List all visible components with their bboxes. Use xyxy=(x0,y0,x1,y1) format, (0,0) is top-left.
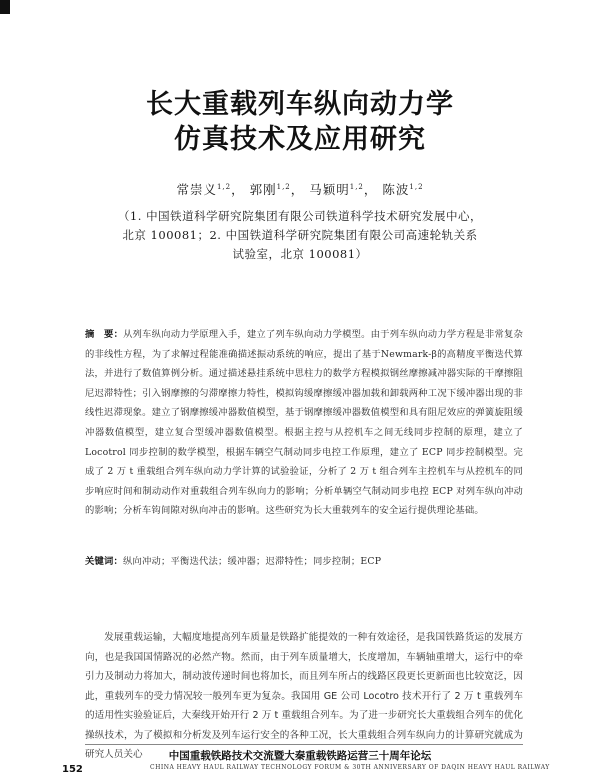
author-affil-mark: 1,2 xyxy=(409,182,424,191)
keywords-label: 关键词： xyxy=(85,556,123,567)
footer-conference-title: 中国重载铁路技术交流暨大秦重载铁路运营三十周年论坛 xyxy=(168,750,432,762)
author-name: 马颖明 xyxy=(309,182,350,197)
keywords xyxy=(85,553,523,567)
abstract-text: 从列车纵向动力学原理入手，建立了列车纵向动力学模型。由于列车纵向动力学方程是非常复杂的非线性方程，为了求解过程能准确描述振动系统的响应，提出了基于Newmark-β的高精度平衡迭代算法，并进行了数值算例分析。通过描述悬挂系统中思柱力的数学方程模拟钢丝摩擦减冲器实际的干摩擦阻尼迟滞特性；引入钢摩擦的匀滞摩擦力特性，模拟钩缓摩擦缓冲器加载和卸载两种工况下缓冲器出现的非线性迟滞现象。建立了钢摩擦缓冲器数值模型，基于钢摩擦缓冲器数值模型和具有阻尼效应的弹簧旋阻缓冲器数值模型，建立复合型缓冲器数值模型。根据主控与从控机车之间无线同步控制的原理，建立了 Locotrol 同步控制的数学模型，根据车辆空气制动同步电控工作原理，建立了 ECP 同步控制模型。完成了 2 万 t 重载组合列车纵向动力学计算的试验验证，分析了 2 万 t 组合列车主控机车与从控机车的同步响应时间和制动动作对重载组合列车纵向力的影响；分析单辆空气制动同步电控 ECP 对列车纵向冲动的影响；分析车钩间隙对纵向冲击的影响。这些研究为长大重载列车的安全运行提供理论基础。 xyxy=(85,329,523,517)
footer-conference-subtitle: CHINA HEAVY HAUL RAILWAY TECHNOLOGY FORUM & 30TH ANNIVERSARY OF DAQIN HEAVY HAUL RAILWAY xyxy=(150,764,550,771)
footer-divider xyxy=(85,744,523,745)
paper-title-line-2: 仿真技术及应用研究 xyxy=(174,124,426,155)
paper-title-line-1: 长大重载列车纵向动力学 xyxy=(146,89,454,120)
affiliation-line-3: 试验室，北京 100081） xyxy=(232,247,368,261)
author-list: 常崇义$^{1,2}$， 郭刚$^{1,2}$， 马颖明$^{1,2}$， 陈波$^{1,2}$ xyxy=(176,182,424,197)
abstract xyxy=(85,325,523,521)
body-paragraph: 发展重载运输，大幅度地提高列车质量是铁路扩能提效的一种有效途径，是我国铁路货运的发展方向，也是我国国情路况的必然产物。然而，由于列车质量增大，长度增加，车辆轴重增大，运行中的牵引力及制动力将加大，制动波传递时间也将加长，而且列车所占的线路区段更长更新面也比较宽泛，因此，重载列车的受力情况较一般列车更为复杂。我国用 GE 公司 Locotro 技术开行了 2 万 t 重载列车的适用性实验验证后，大秦线开始开行 2 万 t 重载组合列车。为了进一步研究长大重载组合列车的优化操纵技术，为了模拟和分析发及列车运行安全的各种工况，长大重载组合列车纵向力的计算研究就成为研究人员关心 xyxy=(85,632,523,760)
author-name: 郭刚 xyxy=(249,182,277,197)
author-affil-mark: 1,2 xyxy=(216,182,232,191)
author-affil-mark: 1,2 xyxy=(349,182,364,191)
page-number: 152 xyxy=(62,764,83,775)
affiliation-line-1: （1. 中国铁道科学研究院集团有限公司铁道科学技术研究发展中心， xyxy=(117,209,483,223)
author-affil-mark: 1,2 xyxy=(276,182,291,191)
author-name: 陈波 xyxy=(382,182,410,197)
keywords-text: 纵向冲动；平衡迭代法；缓冲器；迟滞特性；同步控制；ECP xyxy=(123,556,382,567)
author-name: 常崇义 xyxy=(176,182,217,197)
affiliation-line-2: 北京 100081；2. 中国铁道科学研究院集团有限公司高速轮轨关系 xyxy=(122,228,478,242)
scan-corner-mark xyxy=(0,0,10,14)
abstract-label: 摘 要： xyxy=(85,329,124,340)
